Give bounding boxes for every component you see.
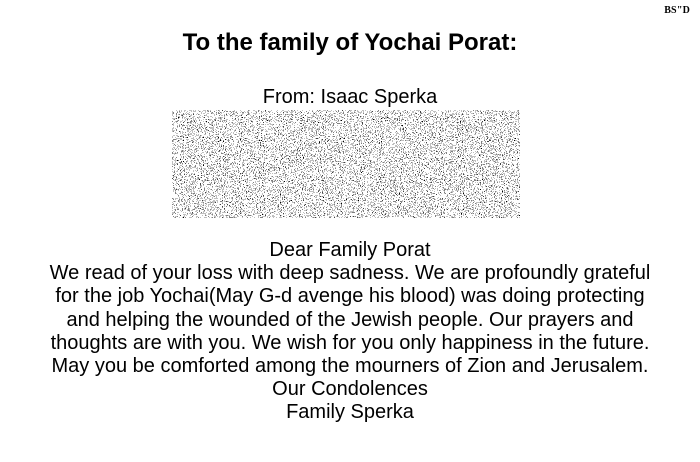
redaction-noise — [172, 110, 520, 218]
body-line: and helping the wounded of the Jewish people. Our prayers and — [66, 308, 634, 331]
corner-mark: BS"D — [664, 5, 690, 16]
from-line: From: Isaac Sperka — [262, 86, 438, 108]
closing: Our Condolences — [272, 378, 428, 401]
letter-title: To the family of Yochai Porat: — [182, 29, 518, 56]
signature: Family Sperka — [286, 401, 414, 424]
body-line: We read of your loss with deep sadness. We are profoundly grateful — [49, 262, 651, 285]
letter-body — [0, 239, 700, 425]
body-line: May you be comforted among the mourners of Zion and Jerusalem. — [51, 355, 649, 378]
body-line: thoughts are with you. We wish for you only happiness in the future. — [50, 331, 650, 354]
body-line: for the job Yochai(May G-d avenge his blood) was doing protecting — [55, 285, 645, 308]
salutation: Dear Family Porat — [269, 239, 431, 261]
redacted-address-block — [172, 110, 520, 218]
